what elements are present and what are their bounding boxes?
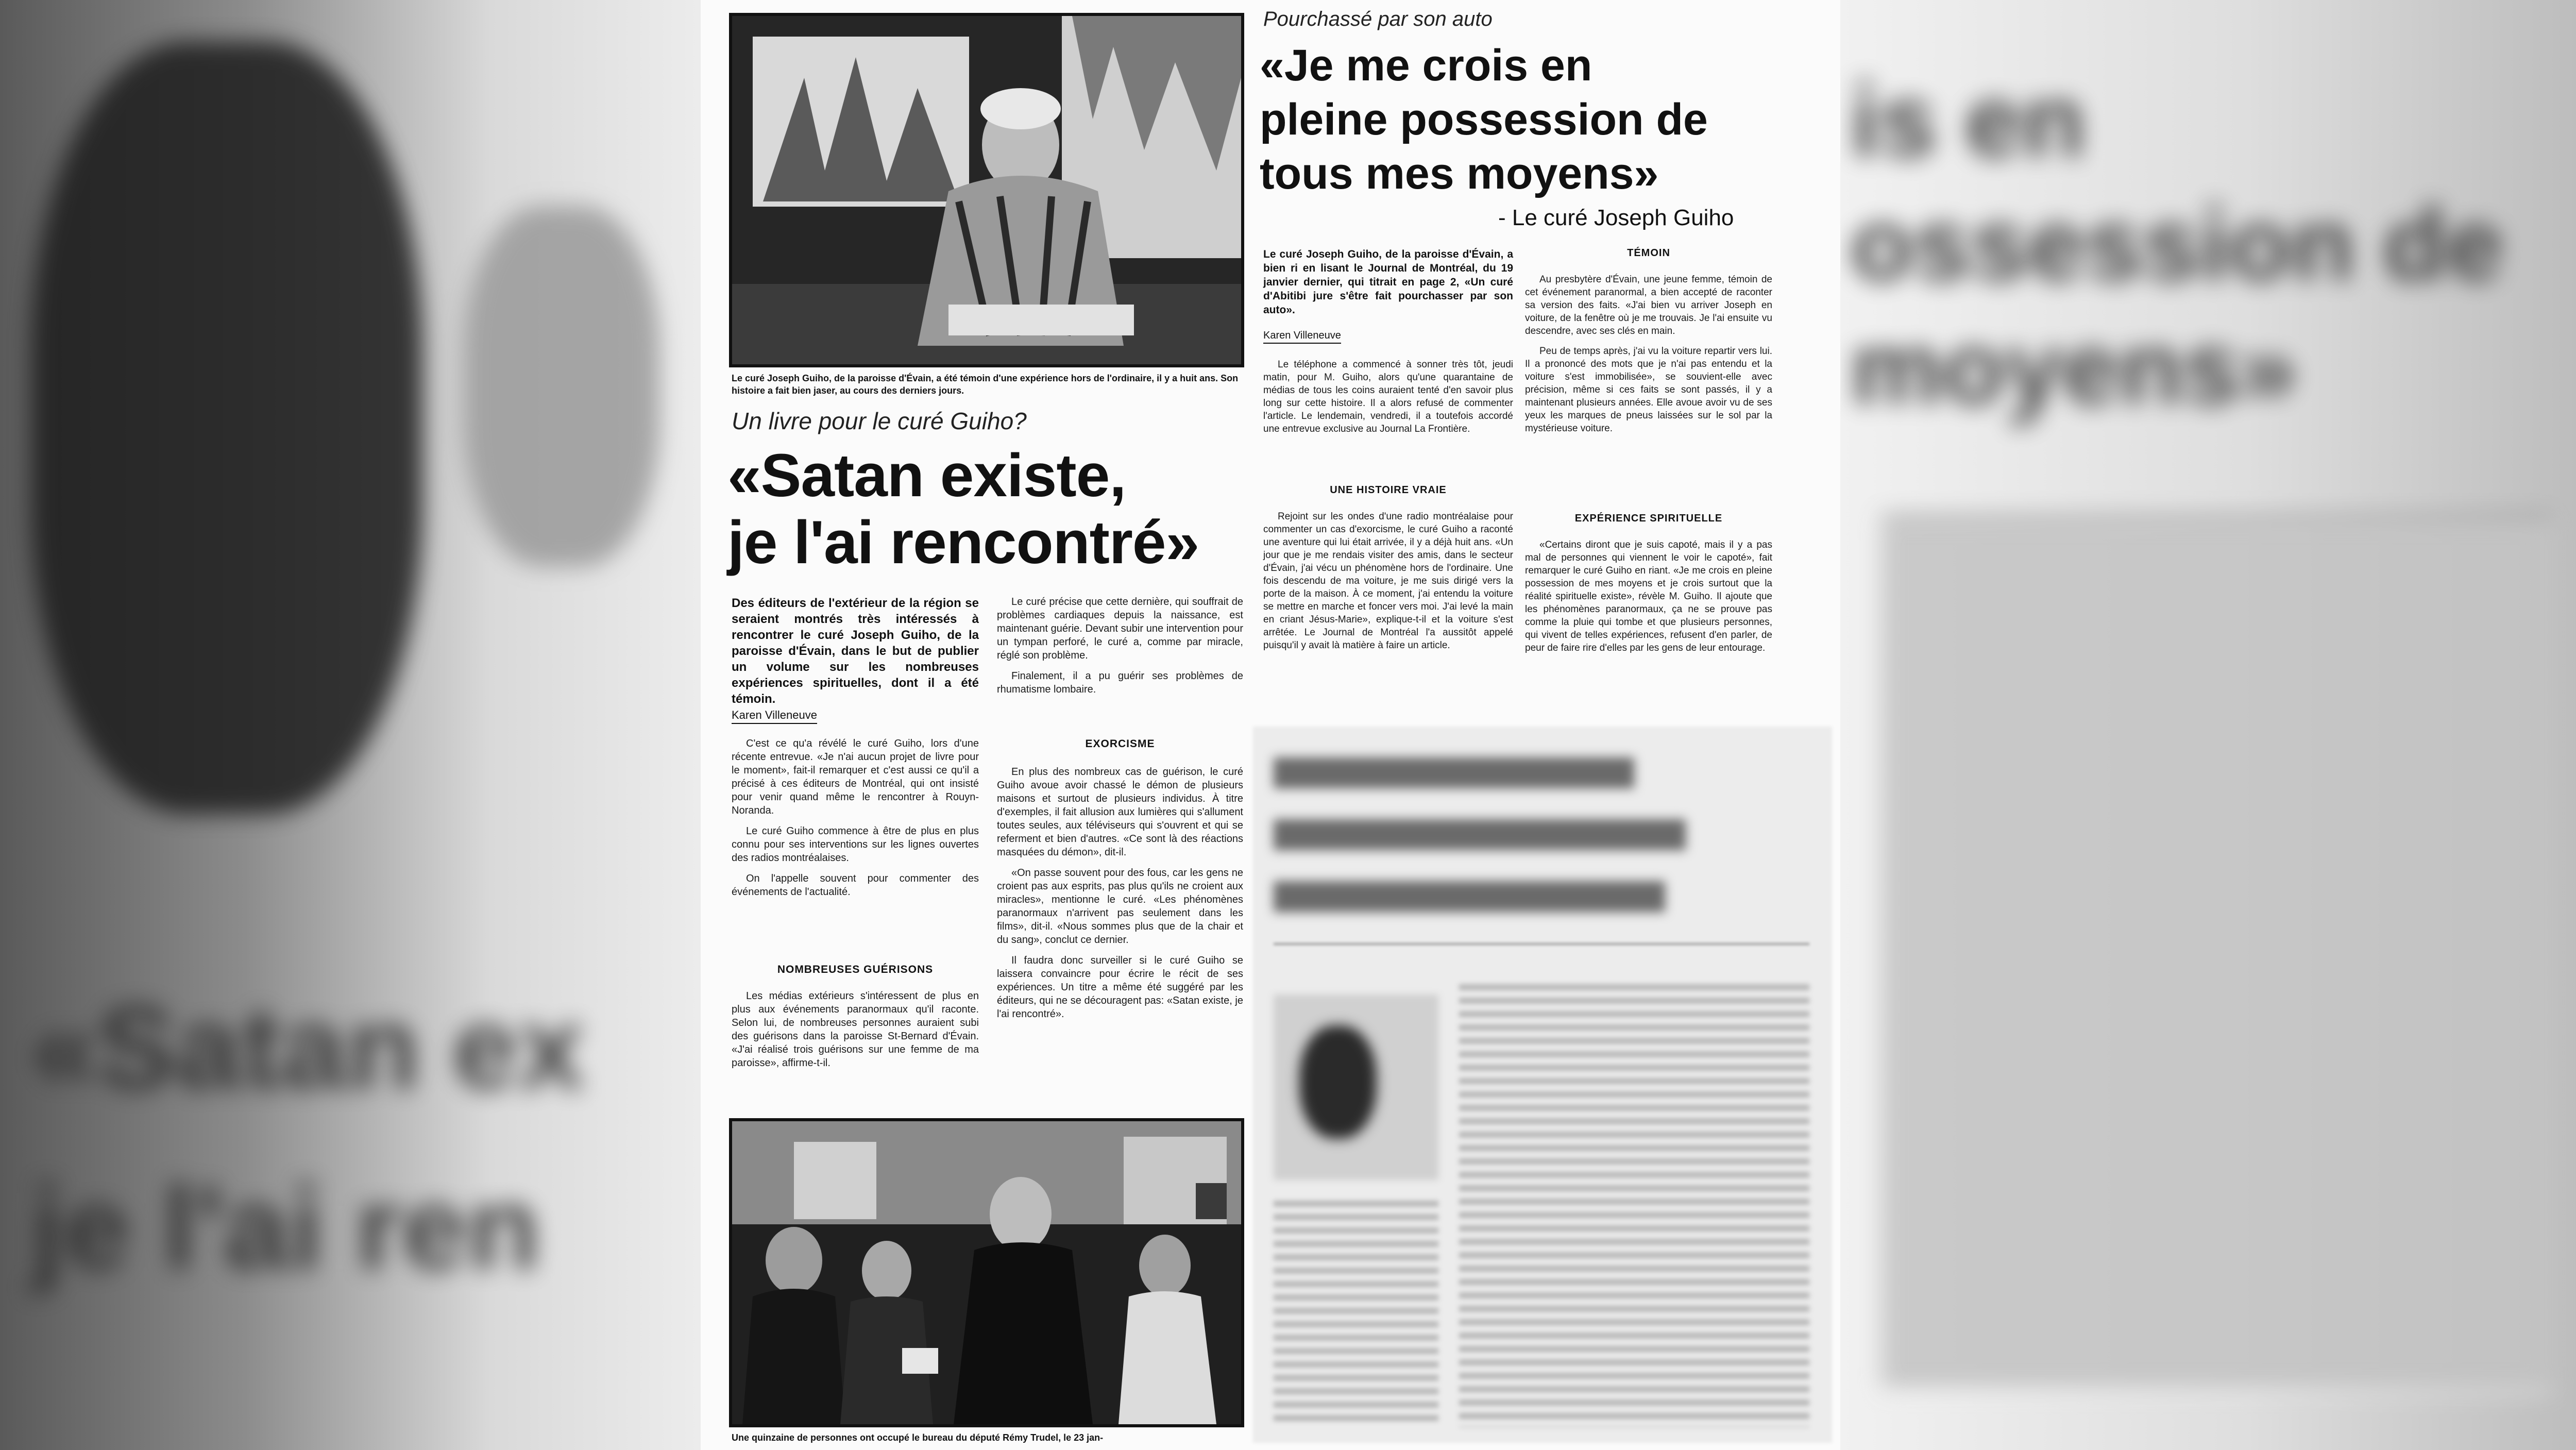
- right-col2-body: [1525, 273, 1772, 442]
- paragraph: «Certains diront que je suis capoté, mais il y a pas mal de personnes qui viennent le voir le capoté», fait remarquer le curé Guiho en riant. «Je me crois en pleine possession de mes moyens et je crois surtout que la réalité spirituelle existe», révèle M. Guiho. Il ajoute que les phénomènes paranormaux, ça ne se prouve pas comme la pluie qui tombe et que plusieurs personnes, qui vivent de telles expériences, refusent d'en parler, de peur de faire rire d'elles par les gens de leur entourage.: [1525, 539, 1772, 653]
- paragraph: En plus des nombreux cas de guérison, le curé Guiho avoue avoir chassé le démon de plusieurs maisons et surtout de plusieurs individus. À titre d'exemples, il fait allusion aux lumières qui s'allument toutes seules, aux téléviseurs qui s'ouvrent et qui se referment et bien d'autres. «Ce sont là des réactions masquées du démon», dit-il.: [997, 766, 1243, 858]
- paragraph: Rejoint sur les ondes d'une radio montréalaise pour commenter un cas d'exorcisme, le curé Guiho a raconté une aventure qui lui était arrivée, il y a déjà huit ans. «Un jour que je me rendais visiter des amis, dans le secteur d'Évain, j'ai vécu un phénomène hors de l'ordinaire. Une fois descendu de ma voiture, je me suis dirigé vers la porte de la maison. À ce moment, j'ai entendu la voiture se mettre en marche et foncer vers moi. J'ai levé la main en criant Jésus-Marie», explique-t-il et la voiture s'est arrêtée. Le Journal de Montréal l'a aussitôt appelé puisqu'il y avait là matière à faire un article.: [1263, 511, 1513, 651]
- left-col1-body: [732, 737, 979, 906]
- paragraph: On l'appelle souvent pour commenter des événements de l'actualité.: [732, 873, 979, 898]
- paragraph: Le téléphone a commencé à sonner très tôt, jeudi matin, pour M. Guiho, alors qu'une quarantaine de médias de tous les coins auraient tenté d'en savoir plus long sur cette histoire. Il a alors refusé de commenter l'article. Le lendemain, vendredi, il a toutefois accordé une entrevue exclusive au Journal La Frontière.: [1263, 359, 1513, 434]
- right-col1-body: [1263, 358, 1513, 443]
- paragraph: «On passe souvent pour des fous, car les gens ne croient pas aux esprits, pas plus qu'ils ne croient aux miracles», mentionne le curé. «Les phénomènes paranormaux n'arrivent pas seulement dans les films», dit-il. «Nous sommes plus que de la chair et du sang», conclut ce dernier.: [997, 867, 1243, 946]
- left-kicker: Un livre pour le curé Guiho?: [732, 408, 1027, 434]
- paragraph: Le curé Guiho commence à être de plus en plus connu pour ses interventions sur les lignes ouvertes des radios montréalaises.: [732, 825, 979, 864]
- paragraph: Peu de temps après, j'ai vu la voiture repartir vers lui. Il a prononcé des mots que je n'ai pas entendu et la voiture s'est immobilisée», se souvient-elle avec précision, même si ces faits se sont passés, il y a maintenant plusieurs années. Elle avoue avoir vu de ses yeux les marques de pneus laissées sur le sol par la mystérieuse voiture.: [1525, 346, 1772, 434]
- right-col1-body-b: [1263, 510, 1513, 659]
- right-headline-line1: «Je me crois en: [1260, 41, 1592, 90]
- left-lead: Des éditeurs de l'extérieur de la région se seraient montrés très intéressés à rencontrer le curé Joseph Guiho, de la paroisse d'Évain, dans le but de publier un volume sur les nombreuses expériences spirituelles, dont il a été témoin.: [732, 596, 979, 706]
- newspaper-page: [701, 0, 1840, 1450]
- left-headline-line1: «Satan existe,: [727, 442, 1126, 510]
- right-col2-body-b: [1525, 538, 1772, 662]
- subhead-exorcisme: EXORCISME: [1085, 738, 1155, 750]
- right-headline-line2: pleine possession de: [1260, 95, 1708, 144]
- photo-scene-illustration: [732, 16, 1241, 364]
- subhead-histoire: UNE HISTOIRE VRAIE: [1330, 484, 1447, 496]
- photo-top-caption: Le curé Joseph Guiho, de la paroisse d'Évain, a été témoin d'une expérience hors de l'ordinaire, il y a huit ans. Son histoire a fait bien jaser, au cours des derniers jours.: [732, 373, 1239, 396]
- right-headline-line3: tous mes moyens»: [1260, 149, 1659, 198]
- left-col2-body: [997, 595, 1243, 703]
- background-blur-left: «Satan ex je l'ai ren: [0, 0, 701, 1450]
- paragraph: C'est ce qu'a révélé le curé Guiho, lors d'une récente entrevue. «Je n'ai aucun projet de livre pour le moment», fait-il remarquer et c'est aussi ce qu'il a précisé à ces éditeurs de Montréal, qui ont insisté pour venir quand même le rencontrer à Rouyn-Noranda.: [732, 738, 979, 816]
- left-col1-body-b: [732, 989, 979, 1077]
- subhead-experience: EXPÉRIENCE SPIRITUELLE: [1574, 513, 1723, 524]
- paragraph: Au presbytère d'Évain, une jeune femme, témoin de cet événement paranormal, a bien accepté de raconter sa version des faits. «J'ai bien vu arriver Joseph en voiture, de la fenêtre où je me trouvais. Je l'ai ensuite vu descendre, avec ses clés en main.: [1525, 274, 1772, 336]
- right-author: Karen Villeneuve: [1263, 330, 1341, 344]
- subhead-guerisons: NOMBREUSES GUÉRISONS: [777, 964, 934, 975]
- right-kicker: Pourchassé par son auto: [1263, 8, 1493, 30]
- right-lead: Le curé Joseph Guiho, de la paroisse d'Évain, a bien ri en lisant le Journal de Montréal, du 19 janvier dernier, qui titrait en page 2, «Un curé d'Abitibi jure s'être fait pourchasser par son auto».: [1263, 248, 1513, 316]
- paragraph: Le curé précise que cette dernière, qui souffrait de problèmes cardiaques depuis la naissance, est maintenant guérie. Devant subir une intervention pour un tympan perforé, le curé a, comme par miracle, réglé son problème.: [997, 596, 1243, 661]
- subhead-temoin: TÉMOIN: [1627, 247, 1670, 259]
- photo-crowd-illustration: [732, 1121, 1241, 1424]
- background-blur-right: is en ossession de moyens»: [1840, 0, 2576, 1450]
- left-author: Karen Villeneuve: [732, 709, 817, 724]
- paragraph: Finalement, il a pu guérir ses problèmes de rhumatisme lombaire.: [997, 670, 1243, 695]
- right-attribution: - Le curé Joseph Guiho: [1498, 205, 1734, 230]
- left-headline-line2: je l'ai rencontré»: [727, 509, 1199, 577]
- photo-bottom-caption: Une quinzaine de personnes ont occupé le bureau du député Rémy Trudel, le 23 jan-: [732, 1432, 1104, 1443]
- photo-bureau-depute: [729, 1118, 1244, 1427]
- paragraph: Les médias extérieurs s'intéressent de plus en plus aux événements paranormaux qu'il raconte. Selon lui, de nombreuses personnes auraient subi des guérisons dans la paroisse St-Bernard d'Évain. «J'ai réalisé trois guérisons sur une femme de ma paroisse», affirme-t-il.: [732, 990, 979, 1069]
- photo-cure-guiho: [729, 13, 1244, 367]
- blurred-article-region: [1253, 727, 1832, 1443]
- paragraph: Il faudra donc surveiller si le curé Guiho se laissera convaincre pour écrire le récit de ses expériences. Un titre a même été suggéré par les éditeurs, qui ne se découragent pas: «Satan existe, je l'ai rencontré».: [997, 955, 1243, 1020]
- left-col2-body-b: [997, 765, 1243, 1028]
